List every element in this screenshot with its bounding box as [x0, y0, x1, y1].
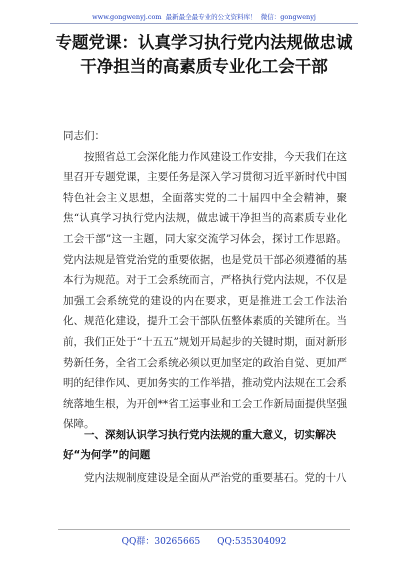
salutation: 同志们： [63, 130, 105, 142]
section-heading: 一、深刻认识学习执行党内法规的重大意义，切实解决好“为何学”的问题 [63, 429, 336, 461]
title-line-2: 干净担当的高素质专业化工会干部 [80, 57, 328, 76]
page-header [0, 12, 408, 21]
header-website-link[interactable]: www.gongwenyj.com [92, 13, 162, 21]
footer-qq-group: QQ群：30265665 [121, 537, 201, 547]
header-wechat: 微信：gongwenyj [260, 13, 316, 21]
title-line-1: 专题党课：认真学习执行党内法规做忠诚 [55, 33, 353, 52]
footer-divider [58, 529, 350, 530]
footer-qq: QQ:535304092 [217, 537, 287, 547]
document-title [20, 31, 388, 79]
document-body [63, 126, 347, 435]
page-footer [0, 534, 408, 547]
header-divider [50, 23, 358, 24]
intro-paragraph: 按照省总工会深化能力作风建设工作安排，今天我们在这里召开专题党课，主要任务是深入学习贯彻习近平新时代中国特色社会主义思想，全面落实党的二十届四中全会精神，聚焦“认真学习执行党内法规，做忠诚干净担当的高素质专业化工会干部”这一主题，同大家交流学习体会，探讨工作思路。党内法规是管党治党的重要依据，也是党员干部必须遵循的基本行为规范。对于工会系统而言，严格执行党内法规，不仅是加强工会系统党的建设的内在要求，更是推进工会工作法治化、规范化建设，提升工会干部队伍整体素质的关键所在。当前，我们正处于“十五五”规划开局起步的关键时期，面对新形势新任务，全省工会系统必须以更加坚定的政治自觉、更加严明的纪律作风、更加务实的工作举措，推动党内法规在工会系统落地生根，为开创**省工运事业和工会工作新局面提供坚强保障。 [63, 150, 347, 431]
header-slogan: 最新最全最专业的公文资料库！ [165, 13, 257, 21]
section-paragraph: 党内法规制度建设是全面从严治党的重要基石。党的十八 [84, 472, 347, 484]
